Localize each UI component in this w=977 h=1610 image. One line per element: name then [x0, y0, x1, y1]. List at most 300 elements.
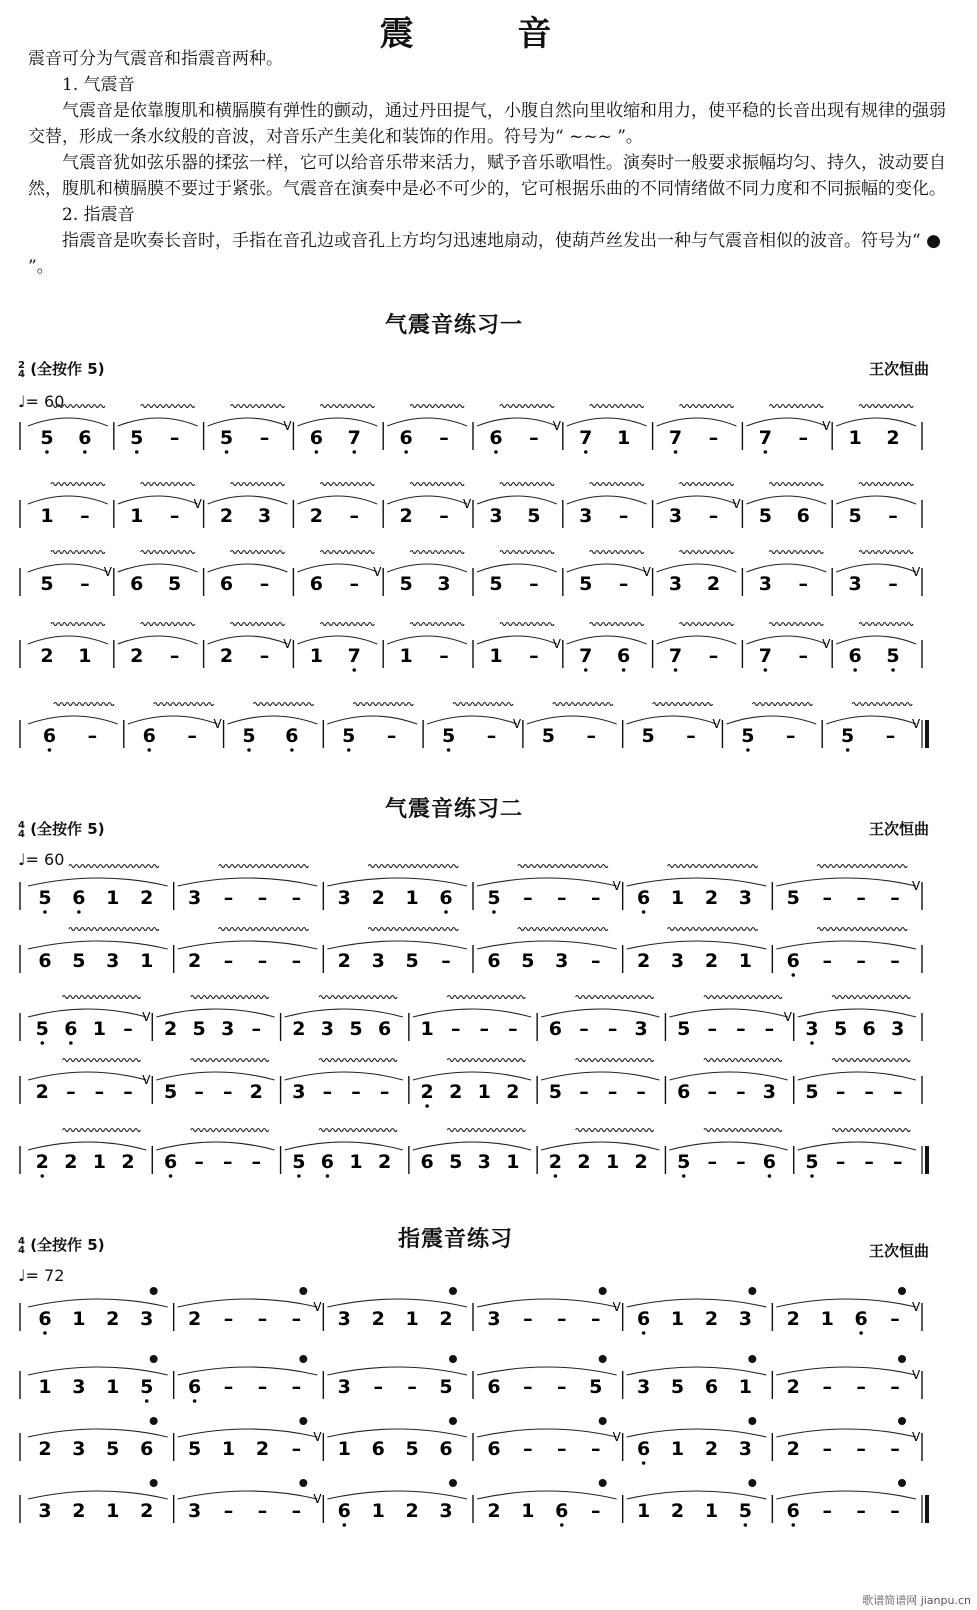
- slur: [627, 1367, 767, 1375]
- octave-dot: [135, 450, 139, 454]
- breath-mark: V: [912, 717, 921, 731]
- meter-top: 4: [18, 1235, 25, 1247]
- octave-dot: [43, 1331, 47, 1335]
- octave-dot: [584, 668, 588, 672]
- finger-vibrato-dot: [599, 1287, 607, 1295]
- note: 2: [72, 1500, 86, 1522]
- slur: [627, 1491, 767, 1499]
- dash-extension: –: [736, 1018, 746, 1040]
- slur: [836, 564, 916, 572]
- note: 2: [704, 950, 719, 972]
- note: 5: [833, 1018, 848, 1040]
- note: 1: [738, 950, 752, 972]
- dash-extension: –: [407, 1376, 417, 1398]
- finger-vibrato-dot: [299, 1479, 307, 1487]
- intro-heading: 1. 气震音: [62, 75, 135, 95]
- note: 2: [405, 1500, 419, 1522]
- octave-dot: [43, 910, 47, 914]
- vibrato-wave: [447, 1129, 525, 1132]
- dash-extension: –: [618, 505, 629, 527]
- dash-extension: –: [618, 573, 629, 595]
- note: 5: [168, 573, 182, 595]
- vibrato-wave: [852, 703, 912, 706]
- dash-extension: –: [586, 725, 596, 747]
- note: 1: [617, 427, 631, 449]
- breath-mark: V: [512, 717, 522, 731]
- dash-extension: –: [223, 1308, 234, 1330]
- breath-mark: V: [373, 565, 382, 579]
- dash-extension: –: [439, 505, 449, 527]
- vibrato-wave: [769, 483, 823, 486]
- vibrato-wave: [769, 623, 823, 626]
- note: 1: [420, 1018, 434, 1040]
- note: 5: [449, 1151, 463, 1173]
- vibrato-wave: [576, 1059, 654, 1062]
- dash-extension: –: [257, 1376, 268, 1398]
- dash-extension: –: [223, 887, 234, 909]
- slur: [657, 418, 737, 426]
- slur: [477, 1429, 617, 1437]
- slur: [798, 1072, 916, 1080]
- note: 6: [163, 1151, 178, 1173]
- vibrato-wave: [141, 483, 195, 486]
- note: 2: [106, 1308, 120, 1330]
- note: 2: [439, 1308, 453, 1330]
- note: 3: [634, 1018, 648, 1040]
- dash-extension: –: [822, 1500, 832, 1522]
- dash-extension: –: [251, 1151, 262, 1173]
- note: 6: [377, 1018, 392, 1040]
- vibrato-wave: [191, 1059, 269, 1062]
- note: 2: [188, 950, 202, 972]
- slur: [776, 1299, 916, 1307]
- vibrato-wave: [500, 551, 554, 554]
- key-label: (全按作 5): [30, 1236, 105, 1254]
- note: 6: [309, 427, 323, 449]
- dash-extension: –: [169, 645, 180, 667]
- note: 2: [634, 1151, 648, 1173]
- octave-dot: [682, 1174, 686, 1178]
- note: 2: [255, 1438, 270, 1460]
- breath-mark: V: [783, 1010, 792, 1024]
- note: 1: [130, 505, 144, 527]
- octave-dot: [45, 450, 49, 454]
- note: 5: [886, 645, 900, 667]
- octave-dot: [40, 1041, 44, 1045]
- page-title: 震 音: [379, 14, 598, 54]
- slur: [477, 418, 557, 426]
- breath-mark: V: [732, 497, 741, 511]
- dash-extension: –: [590, 887, 601, 909]
- slur: [776, 1367, 916, 1375]
- octave-dot: [584, 450, 588, 454]
- breath-mark: V: [313, 1492, 322, 1506]
- octave-dot: [674, 668, 678, 672]
- slur: [228, 716, 318, 724]
- note: 3: [637, 1376, 651, 1398]
- note: 2: [506, 1081, 520, 1103]
- note: 1: [820, 1308, 834, 1330]
- vibrato-wave: [154, 703, 214, 706]
- note: 3: [477, 1151, 491, 1173]
- vibrato-wave: [410, 623, 464, 626]
- note: 1: [371, 1500, 385, 1522]
- vibrato-wave: [832, 996, 910, 999]
- breath-mark: V: [612, 1430, 621, 1444]
- octave-dot: [444, 910, 448, 914]
- note: 1: [40, 505, 54, 527]
- note: 5: [641, 725, 655, 747]
- dash-extension: –: [707, 1151, 718, 1173]
- dash-extension: –: [386, 725, 397, 747]
- vibrato-wave: [704, 996, 782, 999]
- slur: [327, 941, 467, 949]
- vibrato-wave: [576, 1129, 654, 1132]
- tempo-mark: ♩= 60: [18, 850, 65, 869]
- slur: [726, 716, 816, 724]
- dash-extension: –: [736, 1151, 746, 1173]
- note: 5: [677, 1018, 691, 1040]
- slur: [627, 1429, 767, 1437]
- vibrato-wave: [576, 996, 654, 999]
- vibrato-wave: [51, 551, 105, 554]
- slur: [567, 636, 647, 644]
- note: 5: [487, 887, 501, 909]
- note: 5: [192, 1018, 206, 1040]
- slur: [776, 1429, 916, 1437]
- note: 5: [548, 1081, 563, 1103]
- note: 1: [405, 887, 419, 909]
- dash-extension: –: [708, 505, 719, 527]
- breath-mark: V: [612, 1300, 621, 1314]
- note: 5: [35, 1018, 49, 1040]
- dash-extension: –: [708, 427, 719, 449]
- slur: [156, 1072, 274, 1080]
- octave-dot: [642, 1461, 646, 1465]
- slur: [836, 418, 916, 426]
- slur: [477, 496, 557, 504]
- slur: [798, 1142, 916, 1150]
- note: 6: [130, 573, 144, 595]
- note: 6: [704, 1376, 719, 1398]
- breath-mark: V: [313, 1430, 322, 1444]
- note: 2: [371, 1308, 385, 1330]
- octave-dot: [744, 1523, 748, 1527]
- note: 6: [548, 1018, 563, 1040]
- slur: [208, 496, 288, 504]
- dash-extension: –: [856, 1438, 866, 1460]
- note: 5: [441, 725, 456, 747]
- dash-extension: –: [223, 1376, 234, 1398]
- dash-extension: –: [835, 1151, 846, 1173]
- slur: [128, 716, 218, 724]
- note: 2: [886, 427, 900, 449]
- finger-vibrato-dot: [150, 1287, 158, 1295]
- breath-mark: V: [213, 717, 222, 731]
- vibrato-wave: [51, 405, 105, 408]
- note: 3: [188, 887, 202, 909]
- note: 6: [439, 887, 453, 909]
- vibrato-wave: [859, 551, 913, 554]
- dash-extension: –: [557, 1438, 567, 1460]
- slur: [541, 1009, 659, 1017]
- intro-paragraph: 指震音是吹奏长音时，手指在音孔边或音孔上方均匀迅速地扇动，使葫芦丝发出一种与气震音相似的波音。符号为“ ● ”。: [28, 231, 941, 277]
- note: 1: [337, 1438, 351, 1460]
- note: 2: [35, 1151, 49, 1173]
- vibrato-wave: [320, 483, 374, 486]
- note: 6: [38, 1308, 52, 1330]
- finger-vibrato-dot: [449, 1417, 457, 1425]
- slur: [285, 1072, 403, 1080]
- note: 5: [342, 725, 356, 747]
- note: 6: [371, 1438, 385, 1460]
- dash-extension: –: [892, 1151, 903, 1173]
- slur: [669, 1142, 787, 1150]
- section-title: 指震音练习: [398, 1227, 514, 1252]
- finger-vibrato-dot: [150, 1355, 158, 1363]
- note: 2: [577, 1151, 591, 1173]
- slur: [627, 716, 717, 724]
- vibrato-wave: [704, 1129, 782, 1132]
- note: 1: [72, 1308, 86, 1330]
- vibrato-wave: [653, 703, 713, 706]
- slur: [477, 878, 617, 886]
- vibrato-wave: [320, 405, 374, 408]
- meter-top: 2: [18, 359, 25, 371]
- vibrato-wave: [319, 996, 397, 999]
- note: 3: [805, 1018, 819, 1040]
- note: 5: [841, 725, 855, 747]
- note: 3: [72, 1438, 86, 1460]
- dash-extension: –: [523, 1438, 533, 1460]
- note: 5: [40, 427, 54, 449]
- note: 5: [106, 1438, 120, 1460]
- octave-dot: [492, 910, 496, 914]
- breath-mark: V: [552, 419, 562, 433]
- slur: [118, 496, 198, 504]
- finger-vibrato-dot: [599, 1355, 607, 1363]
- dash-extension: –: [590, 1500, 601, 1522]
- vibrato-wave: [191, 1129, 269, 1132]
- note: 6: [188, 1376, 202, 1398]
- breath-mark: V: [612, 879, 621, 893]
- note: 5: [670, 1376, 685, 1398]
- slur: [28, 1367, 168, 1375]
- note: 5: [439, 1376, 453, 1398]
- dash-extension: –: [686, 725, 696, 747]
- slur: [387, 564, 467, 572]
- footer-watermark: 歌谱简谱网 jianpu.cn: [862, 1594, 971, 1607]
- octave-dot: [810, 1174, 814, 1178]
- slur: [208, 636, 288, 644]
- slur: [297, 564, 377, 572]
- octave-dot: [225, 450, 229, 454]
- note: 3: [337, 887, 351, 909]
- octave-dot: [247, 748, 251, 752]
- finger-vibrato-dot: [150, 1417, 158, 1425]
- vibrato-wave: [553, 703, 613, 706]
- slur: [327, 716, 417, 724]
- note: 2: [786, 1376, 800, 1398]
- vibrato-wave: [231, 405, 285, 408]
- slur: [541, 1072, 659, 1080]
- slur: [28, 564, 108, 572]
- octave-dot: [83, 450, 87, 454]
- octave-dot: [77, 910, 81, 914]
- note: 3: [337, 1376, 351, 1398]
- vibrato-wave: [832, 1129, 910, 1132]
- vibrato-wave: [69, 865, 159, 868]
- note: 7: [668, 427, 683, 449]
- slur: [327, 1299, 467, 1307]
- octave-dot: [746, 748, 750, 752]
- slur: [836, 636, 916, 644]
- note: 1: [670, 887, 685, 909]
- vibrato-wave: [410, 405, 464, 408]
- slur: [327, 1367, 467, 1375]
- note: 2: [292, 1018, 306, 1040]
- dash-extension: –: [523, 887, 533, 909]
- note: 2: [420, 1081, 434, 1103]
- tempo-mark: ♩= 60: [18, 392, 65, 411]
- vibrato-wave: [453, 703, 513, 706]
- breath-mark: V: [912, 1300, 921, 1314]
- slur: [776, 941, 916, 949]
- breath-mark: V: [283, 419, 292, 433]
- section-title: 气震音练习一: [385, 313, 524, 338]
- slur: [297, 636, 377, 644]
- dash-extension: –: [835, 1081, 846, 1103]
- note: 6: [637, 1438, 651, 1460]
- note: 6: [848, 645, 862, 667]
- vibrato-wave: [319, 1129, 397, 1132]
- dash-extension: –: [822, 1438, 832, 1460]
- dash-extension: –: [798, 645, 808, 667]
- note: 6: [489, 427, 503, 449]
- note: 5: [521, 950, 535, 972]
- dash-extension: –: [349, 573, 359, 595]
- note: 2: [786, 1308, 800, 1330]
- dash-extension: –: [123, 1018, 133, 1040]
- slur: [156, 1009, 274, 1017]
- slur: [836, 496, 916, 504]
- vibrato-wave: [141, 623, 195, 626]
- note: 6: [487, 1376, 501, 1398]
- octave-dot: [347, 748, 351, 752]
- vibrato-wave: [54, 703, 114, 706]
- note: 6: [854, 1308, 868, 1330]
- note: 1: [92, 1018, 107, 1040]
- dash-extension: –: [529, 427, 539, 449]
- note: 2: [163, 1018, 178, 1040]
- slur: [413, 1142, 531, 1150]
- vibrato-wave: [368, 865, 458, 868]
- octave-dot: [290, 748, 294, 752]
- slur: [567, 418, 647, 426]
- slur: [28, 941, 168, 949]
- finger-vibrato-dot: [449, 1287, 457, 1295]
- slur: [297, 496, 377, 504]
- dash-extension: –: [291, 950, 302, 972]
- slur: [627, 941, 767, 949]
- note: 2: [309, 505, 323, 527]
- vibrato-wave: [219, 865, 309, 868]
- breath-mark: V: [642, 565, 651, 579]
- note: 3: [668, 573, 683, 595]
- slur: [285, 1009, 403, 1017]
- dash-extension: –: [864, 1151, 874, 1173]
- note: 3: [106, 950, 120, 972]
- note: 2: [130, 645, 144, 667]
- vibrato-wave: [680, 483, 734, 486]
- octave-dot: [169, 1174, 173, 1178]
- dash-extension: –: [291, 1308, 302, 1330]
- dash-extension: –: [822, 1376, 832, 1398]
- note: 5: [489, 573, 503, 595]
- dash-extension: –: [169, 505, 180, 527]
- finger-vibrato-dot: [748, 1479, 756, 1487]
- octave-dot: [859, 1331, 863, 1335]
- note: 1: [221, 1438, 236, 1460]
- vibrato-wave: [69, 928, 159, 931]
- slur: [327, 878, 467, 886]
- slur: [208, 564, 288, 572]
- intro-paragraph: 气震音犹如弦乐器的揉弦一样，它可以给音乐带来活力，赋予音乐歌唱性。演奏时一般要求振幅均匀、持久，波动要自然，腹肌和横膈膜不要过于紧张。气震音在演奏中是必不可少的，它可根据乐曲的不同情绪做不同力度和不同振幅的变化。: [28, 153, 946, 199]
- breath-mark: V: [822, 637, 831, 651]
- dash-extension: –: [259, 645, 270, 667]
- slur: [477, 1491, 617, 1499]
- dash-extension: –: [441, 950, 451, 972]
- quarter-note-icon: ♩: [18, 850, 26, 869]
- slur: [669, 1072, 787, 1080]
- slur: [387, 496, 467, 504]
- note: 5: [130, 427, 144, 449]
- note: 1: [670, 1308, 685, 1330]
- dash-extension: –: [636, 1081, 646, 1103]
- finger-vibrato-dot: [299, 1355, 307, 1363]
- dash-extension: –: [888, 505, 898, 527]
- vibrato-wave: [410, 483, 464, 486]
- dash-extension: –: [885, 725, 896, 747]
- slur: [798, 1009, 916, 1017]
- dash-extension: –: [87, 725, 98, 747]
- intro-paragraph: 震音可分为气震音和指震音两种。: [28, 49, 283, 69]
- dash-extension: –: [439, 645, 449, 667]
- dash-extension: –: [194, 1151, 204, 1173]
- slur: [657, 636, 737, 644]
- note: 1: [489, 645, 503, 667]
- note: 2: [40, 645, 54, 667]
- note: 1: [92, 1151, 107, 1173]
- octave-dot: [326, 1174, 330, 1178]
- vibrato-wave: [231, 551, 285, 554]
- octave-dot: [342, 1523, 346, 1527]
- note: 2: [188, 1308, 202, 1330]
- dash-extension: –: [856, 1376, 866, 1398]
- note: 5: [349, 1018, 363, 1040]
- note: 2: [449, 1081, 463, 1103]
- dash-extension: –: [194, 1081, 204, 1103]
- note: 2: [377, 1151, 392, 1173]
- vibrato-wave: [832, 1059, 910, 1062]
- dash-extension: –: [529, 645, 539, 667]
- vibrato-wave: [680, 551, 734, 554]
- note: 1: [506, 1151, 520, 1173]
- key-label: (全按作 5): [30, 820, 105, 838]
- note: 6: [285, 725, 299, 747]
- note: 1: [637, 1500, 651, 1522]
- vibrato-wave: [500, 405, 554, 408]
